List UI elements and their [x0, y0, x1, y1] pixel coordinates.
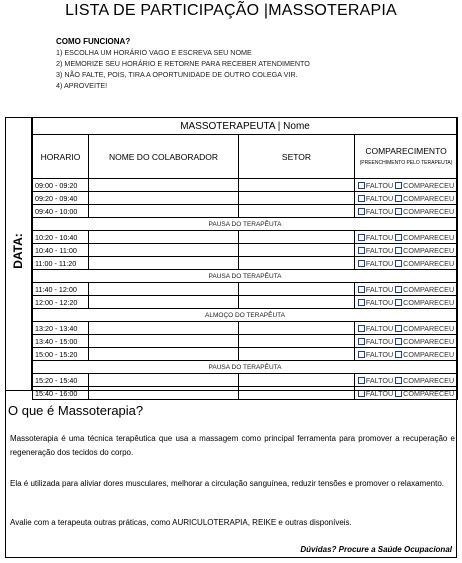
- faltou-checkbox[interactable]: [358, 351, 365, 358]
- faltou-label: FALTOU: [365, 232, 394, 242]
- collaborator-name-field[interactable]: [89, 322, 239, 335]
- pause-label: PAUSA DO TERAPÊUTA: [33, 361, 458, 374]
- faltou-checkbox[interactable]: [358, 260, 365, 267]
- faltou-label: FALTOU: [365, 323, 394, 333]
- attendance-cell: [355, 283, 458, 296]
- attendance-cell: [355, 257, 458, 270]
- collaborator-name-field[interactable]: [89, 348, 239, 361]
- compareceu-label: COMPARECEU: [403, 375, 455, 385]
- attendance-cell: [355, 374, 458, 387]
- faltou-label: FALTOU: [365, 284, 394, 294]
- pause-row: [33, 218, 458, 231]
- collaborator-name-field[interactable]: [89, 257, 239, 270]
- header-comparecimento-note: PREENCHIMENTO PELO TERAPEUTA: [361, 159, 451, 166]
- compareceu-checkbox[interactable]: [395, 377, 402, 384]
- compareceu-checkbox[interactable]: [395, 351, 402, 358]
- sector-field[interactable]: [239, 296, 355, 309]
- faltou-checkbox[interactable]: [358, 286, 365, 293]
- time-cell: 09:20 - 09:40: [33, 192, 89, 205]
- instructions: [56, 36, 310, 91]
- sector-field[interactable]: [239, 257, 355, 270]
- compareceu-checkbox[interactable]: [395, 325, 402, 332]
- compareceu-label: COMPARECEU: [403, 232, 455, 242]
- table-row: [33, 244, 458, 257]
- header-setor: SETOR: [239, 135, 355, 179]
- faltou-checkbox[interactable]: [358, 195, 365, 202]
- collaborator-name-field[interactable]: [89, 231, 239, 244]
- sector-field[interactable]: [239, 348, 355, 361]
- faltou-label: FALTOU: [365, 206, 394, 216]
- header-colaborador: NOME DO COLABORADOR: [89, 135, 239, 179]
- faltou-checkbox[interactable]: [358, 208, 365, 215]
- attendance-cell: [355, 192, 458, 205]
- date-label: DATA:: [11, 233, 25, 269]
- faltou-label: FALTOU: [365, 297, 394, 307]
- attendance-cell: [355, 335, 458, 348]
- compareceu-checkbox[interactable]: [395, 182, 402, 189]
- faltou-checkbox[interactable]: [358, 338, 365, 345]
- about-paragraph: Massoterapia é uma técnica terapêutica que usa a massagem como principal ferramenta para promover a recuperação e regeneração dos tecidos do corpo.: [10, 434, 455, 457]
- attendance-cell: [355, 179, 458, 192]
- compareceu-label: COMPARECEU: [403, 297, 455, 307]
- compareceu-label: COMPARECEU: [403, 193, 455, 203]
- faltou-checkbox[interactable]: [358, 182, 365, 189]
- faltou-label: FALTOU: [365, 245, 394, 255]
- faltou-label: FALTOU: [365, 336, 394, 346]
- section-divider: [5, 390, 457, 391]
- sector-field[interactable]: [239, 387, 355, 400]
- sector-field[interactable]: [239, 374, 355, 387]
- table-row: [33, 348, 458, 361]
- compareceu-checkbox[interactable]: [395, 338, 402, 345]
- attendance-cell: [355, 231, 458, 244]
- compareceu-label: COMPARECEU: [403, 206, 455, 216]
- faltou-checkbox[interactable]: [358, 377, 365, 384]
- compareceu-checkbox[interactable]: [395, 234, 402, 241]
- pause-row: [33, 361, 458, 374]
- time-cell: 09:40 - 10:00: [33, 205, 89, 218]
- compareceu-checkbox[interactable]: [395, 247, 402, 254]
- collaborator-name-field[interactable]: [89, 387, 239, 400]
- time-cell: 15:20 - 15:40: [33, 374, 89, 387]
- attendance-cell: [355, 244, 458, 257]
- table-row: [33, 205, 458, 218]
- header-comparecimento: [355, 135, 458, 179]
- pause-label: PAUSA DO TERAPÊUTA: [33, 218, 458, 231]
- collaborator-name-field[interactable]: [89, 374, 239, 387]
- sector-field[interactable]: [239, 231, 355, 244]
- collaborator-name-field[interactable]: [89, 179, 239, 192]
- table-row: [33, 374, 458, 387]
- compareceu-label: COMPARECEU: [403, 388, 455, 398]
- about-paragraph: Ela é utilizada para aliviar dores musculares, melhorar a circulação sanguínea, reduzir tensões e promover o relaxamento.: [10, 479, 444, 488]
- sector-field[interactable]: [239, 179, 355, 192]
- time-cell: 10:20 - 10:40: [33, 231, 89, 244]
- about-heading: O que é Massoterapia?: [8, 403, 144, 418]
- compareceu-checkbox[interactable]: [395, 286, 402, 293]
- compareceu-checkbox[interactable]: [395, 390, 402, 397]
- table-row: [33, 387, 458, 400]
- sector-field[interactable]: [239, 283, 355, 296]
- faltou-label: FALTOU: [365, 375, 394, 385]
- header-comparecimento-note-paren: (: [359, 159, 362, 166]
- instruction-step: 3) NÃO FALTE, POIS, TIRA A OPORTUNIDADE DE OUTRO COLEGA VIR.: [56, 70, 298, 79]
- table-row: [33, 231, 458, 244]
- compareceu-label: COMPARECEU: [403, 349, 455, 359]
- compareceu-checkbox[interactable]: [395, 299, 402, 306]
- compareceu-checkbox[interactable]: [395, 195, 402, 202]
- collaborator-name-field[interactable]: [89, 296, 239, 309]
- pause-row: [33, 270, 458, 283]
- table-row: [33, 192, 458, 205]
- table-row: [33, 283, 458, 296]
- time-cell: 12:00 - 12:20: [33, 296, 89, 309]
- page-title: LISTA DE PARTICIPAÇÃO |MASSOTERAPIA: [65, 2, 397, 19]
- attendance-cell: [355, 322, 458, 335]
- instruction-step: 1) ESCOLHA UM HORÁRIO VAGO E ESCREVA SEU NOME: [56, 48, 252, 57]
- header-comparecimento-note-paren: ): [450, 159, 453, 166]
- compareceu-checkbox[interactable]: [395, 208, 402, 215]
- pause-row: [33, 309, 458, 322]
- time-cell: 15:00 - 15:20: [33, 348, 89, 361]
- time-cell: 13:20 - 13:40: [33, 322, 89, 335]
- faltou-checkbox[interactable]: [358, 390, 365, 397]
- header-horario: HORARIO: [33, 135, 89, 179]
- faltou-checkbox[interactable]: [358, 299, 365, 306]
- collaborator-name-field[interactable]: [89, 244, 239, 257]
- time-cell: 11:00 - 11:20: [33, 257, 89, 270]
- date-column: [5, 117, 32, 390]
- pause-label: PAUSA DO TERAPÊUTA: [33, 270, 458, 283]
- compareceu-label: COMPARECEU: [403, 284, 455, 294]
- attendance-cell: [355, 296, 458, 309]
- therapist-name[interactable]: MASSOTERAPEUTA | Nome: [33, 118, 458, 135]
- compareceu-label: COMPARECEU: [403, 180, 455, 190]
- compareceu-label: COMPARECEU: [403, 323, 455, 333]
- table-row: [33, 296, 458, 309]
- attendance-cell: [355, 348, 458, 361]
- sector-field[interactable]: [239, 335, 355, 348]
- collaborator-name-field[interactable]: [89, 283, 239, 296]
- table-row: [33, 179, 458, 192]
- attendance-cell: [355, 387, 458, 400]
- time-cell: 10:40 - 11:00: [33, 244, 89, 257]
- time-cell: 13:40 - 15:00: [33, 335, 89, 348]
- header-comparecimento-label: COMPARECIMENTO: [365, 145, 447, 156]
- compareceu-checkbox[interactable]: [395, 260, 402, 267]
- sector-field[interactable]: [239, 244, 355, 257]
- table-row: [33, 257, 458, 270]
- collaborator-name-field[interactable]: [89, 205, 239, 218]
- table-row: [33, 322, 458, 335]
- sector-field[interactable]: [239, 192, 355, 205]
- collaborator-name-field[interactable]: [89, 335, 239, 348]
- time-cell: 15:40 - 16:00: [33, 387, 89, 400]
- time-cell: 09:00 - 09:20: [33, 179, 89, 192]
- faltou-label: FALTOU: [365, 388, 394, 398]
- faltou-checkbox[interactable]: [358, 234, 365, 241]
- time-cell: 11:40 - 12:00: [33, 283, 89, 296]
- faltou-checkbox[interactable]: [358, 247, 365, 254]
- pause-label: ALMOÇO DO TERAPÊUTA: [33, 309, 458, 322]
- sector-field[interactable]: [239, 205, 355, 218]
- compareceu-label: COMPARECEU: [403, 336, 455, 346]
- faltou-label: FALTOU: [365, 349, 394, 359]
- compareceu-label: COMPARECEU: [403, 245, 455, 255]
- compareceu-label: COMPARECEU: [403, 258, 455, 268]
- instruction-step: 2) MEMORIZE SEU HORÁRIO E RETORNE PARA RECEBER ATENDIMENTO: [56, 59, 310, 68]
- table-row: [33, 335, 458, 348]
- sector-field[interactable]: [239, 322, 355, 335]
- faltou-label: FALTOU: [365, 258, 394, 268]
- collaborator-name-field[interactable]: [89, 192, 239, 205]
- instruction-step: 4) APROVEITE!: [56, 81, 108, 90]
- about-paragraph: Avalie com a terapeuta outras práticas, como AURICULOTERAPIA, REIKE e outras disponíveis.: [10, 518, 352, 527]
- about-footer: Dúvidas? Procure a Saúde Ocupacional: [300, 545, 452, 554]
- faltou-label: FALTOU: [365, 180, 394, 190]
- faltou-checkbox[interactable]: [358, 325, 365, 332]
- attendance-cell: [355, 205, 458, 218]
- instructions-heading: COMO FUNCIONA?: [56, 37, 131, 46]
- faltou-label: FALTOU: [365, 193, 394, 203]
- schedule-table: [32, 117, 458, 400]
